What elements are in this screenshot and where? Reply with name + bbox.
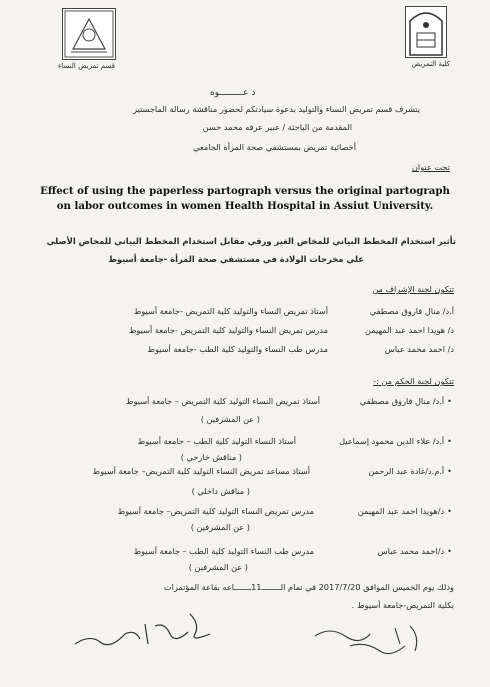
judge-role: ( مناقش خارجي )	[180, 452, 242, 462]
judge-title: مدرس تمريض النساء التوليد كلية التمريض– جامعة أسيوط	[117, 506, 314, 516]
supervisor-title: أستاذ تمريض النساء والتوليد كلية التمريض -جامعة أسيوط	[133, 306, 328, 316]
invitation-title: د عـــــــــوه	[210, 88, 256, 98]
footer-line-1: وذلك يوم الخميس الموافق 2017/7/20 في تمام الــــــــ11ـــــــاعه بقاعة المؤتمرات	[163, 582, 454, 592]
judging-heading: تتكون لجنة الحكم من :-	[373, 376, 454, 386]
judge-role: ( عن المشرفين )	[190, 522, 250, 532]
judge-name: • د/هويدا احمد عبد المهيمن	[358, 506, 452, 516]
supervisor-title: مدرس طب النساء والتوليد كلية الطب -جامعة أسيوط	[147, 344, 328, 354]
handwritten-signature-right	[310, 616, 430, 666]
supervisor-name: د/ احمد محمد عباس	[384, 344, 454, 354]
invitation-line-1: يتشرف قسم تمريض النساء والتوليد بدعوة سيادتكم لحضور مناقشة رسالة الماجستير	[133, 104, 420, 114]
judge-title: مدرس طب النساء التوليد كلية الطب – جامعة أسيوط	[133, 546, 314, 556]
judge-name: • د/احمد محمد عباس	[378, 546, 452, 556]
thesis-english-title-1: Effect of using the paperless partograph versus the original partograph	[40, 185, 450, 197]
judge-role: ( مناقش داخلي )	[191, 486, 250, 496]
judge-role: ( عن المشرفين )	[188, 562, 248, 572]
judge-title: أستاذ النساء التوليد كلية الطب – جامعة أسيوط	[137, 436, 296, 446]
dept-emblem-icon	[63, 9, 115, 59]
under-title-label: تحت عنوان	[411, 162, 450, 172]
judge-name: • أ.د/ علاء الدين محمود إسماعيل	[339, 436, 452, 446]
right-logo-caption: كلية التمريض	[411, 60, 450, 68]
nursing-dept-logo	[62, 8, 116, 60]
judge-title: أستاذ تمريض النساء التوليد كلية التمريض – جامعة أسيوط	[125, 396, 320, 406]
footer-line-2: بكلية التمريض-جامعة أسيوط .	[351, 600, 454, 610]
supervisor-name: د/ هويدا احمد عبد المهيمن	[365, 325, 454, 335]
judge-name: • أ.د/ منال فاروق مصطفي	[360, 396, 452, 406]
thesis-english-title-2: on labor outcomes in women Health Hospital in Assiut University.	[56, 200, 434, 212]
handwritten-signature-left	[70, 604, 220, 654]
left-logo-caption: قسم تمريض النساء	[58, 62, 115, 70]
supervisor-title: مدرس تمريض النساء والتوليد كلية التمريض -جامعة أسيوط	[128, 325, 328, 335]
faculty-of-nursing-logo	[405, 6, 447, 58]
judge-role: ( عن المشرفين )	[200, 414, 260, 424]
supervisor-name: أ.د/ منال فاروق مصطفي	[369, 306, 454, 316]
judge-name: • أ.م.د/غادة عبد الرحمن	[368, 466, 452, 476]
thesis-arabic-title-1: تأثير استخدام المخطط البياني للمخاض الغير ورقي مقابل استخدام المخطط البياني للمخاض الأصلي	[46, 236, 456, 246]
faculty-emblem-icon	[406, 7, 446, 57]
supervision-heading: تتكون لجنة الإشراف من	[372, 284, 454, 294]
invitation-line-2: المقدمة من الباحثة / عبير عرفه محمد حسن	[202, 122, 352, 132]
invitation-line-3: أخصائية تمريض بمستشفي صحة المرأة الجامعي	[193, 142, 356, 152]
thesis-arabic-title-2: علي مخرجات الولادة في مستشفي صحة المرأة -جامعة أسيوط	[108, 254, 364, 264]
judge-title: أستاذ مساعد تمريض النساء التوليد كلية التمريض– جامعة أسيوط	[92, 466, 310, 476]
